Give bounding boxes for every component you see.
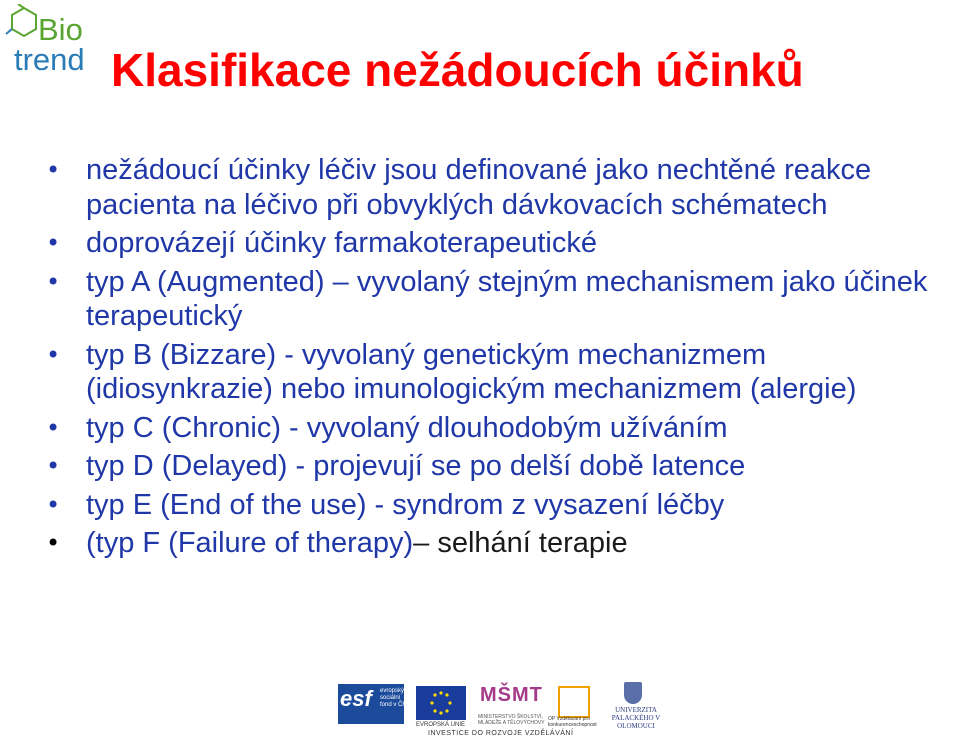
- bullet-dot-icon: •: [46, 156, 61, 184]
- footer-tagline: INVESTICE DO ROZVOJE VZDĚLÁVÁNÍ: [428, 730, 574, 737]
- bullet-dot-icon: •: [46, 452, 61, 480]
- bullet-type-f: [46, 526, 946, 561]
- bullet-dot-icon: •: [46, 413, 61, 442]
- bullet-dot-icon: •: [46, 267, 61, 296]
- eu-stars-icon: [416, 686, 466, 720]
- bullet-dot-icon: •: [46, 529, 61, 557]
- op-logo: [558, 686, 590, 718]
- bullet-text: typ D (Delayed) - projevují se po delší době latence: [86, 450, 746, 482]
- msmt-logo-subtext: MINISTERSTVO ŠKOLSTVÍ, MLÁDEŽE A TĚLOVÝCHOVY: [478, 714, 545, 726]
- bullet-list: [46, 153, 946, 565]
- bullet-text: – selhání terapie: [413, 527, 628, 559]
- esf-logo-subtext: evropský sociální fond v ČR: [380, 688, 407, 708]
- bullet-text: doprovázejí účinky farmakoterapeutické: [86, 227, 597, 259]
- bullet-dot-icon: •: [46, 340, 61, 369]
- university-crest-icon: [624, 682, 642, 704]
- bullet-type-d: [46, 449, 946, 484]
- bullet-highlight: (typ F (Failure of therapy): [86, 527, 414, 559]
- logo-trend-text: trend: [14, 42, 85, 77]
- bullet-type-c: [46, 411, 946, 446]
- eu-flag-logo: [416, 686, 466, 720]
- funding-logos-strip: [330, 676, 670, 739]
- university-name: UNIVERZITA PALACKÉHO V OLOMOUCI: [611, 706, 661, 730]
- bullet-type-e: [46, 488, 946, 523]
- slide-title: Klasifikace nežádoucích účinků: [111, 44, 804, 96]
- bullet-text: typ E (End of the use) - syndrom z vysazení léčby: [86, 488, 725, 521]
- bullet-text: nežádoucí účinky léčiv jsou definované jako nechtěné reakce pacienta na léčivo při obvyklých dávkovacích schématech: [86, 154, 872, 221]
- eu-label: EVROPSKÁ UNIE: [416, 722, 466, 728]
- bullet-text: typ C (Chronic) - vyvolaný dlouhodobým užíváním: [86, 411, 728, 444]
- bullet-type-b: [46, 338, 946, 407]
- op-logo-text: OP Vzdělávání pro konkurenceschopnost: [548, 716, 597, 728]
- bullet-dot-icon: •: [46, 229, 61, 257]
- logo-bio-text: Bio: [38, 12, 83, 47]
- bullet-text: typ A (Augmented) – vyvolaný stejným mechanismem jako účinek terapeutický: [86, 265, 928, 332]
- biotrend-logo: [4, 4, 104, 80]
- msmt-logo: MŠMT: [480, 684, 543, 706]
- esf-logo-text: esf: [340, 686, 372, 711]
- bullet-definition: [46, 153, 946, 222]
- bullet-accompany: [46, 226, 946, 261]
- bullet-dot-icon: •: [46, 490, 61, 519]
- bullet-type-a: [46, 265, 946, 334]
- bullet-text: typ B (Bizzare) - vyvolaný genetickým mechanizmem (idiosynkrazie) nebo imunologickým mechanizmem (alergie): [86, 338, 857, 405]
